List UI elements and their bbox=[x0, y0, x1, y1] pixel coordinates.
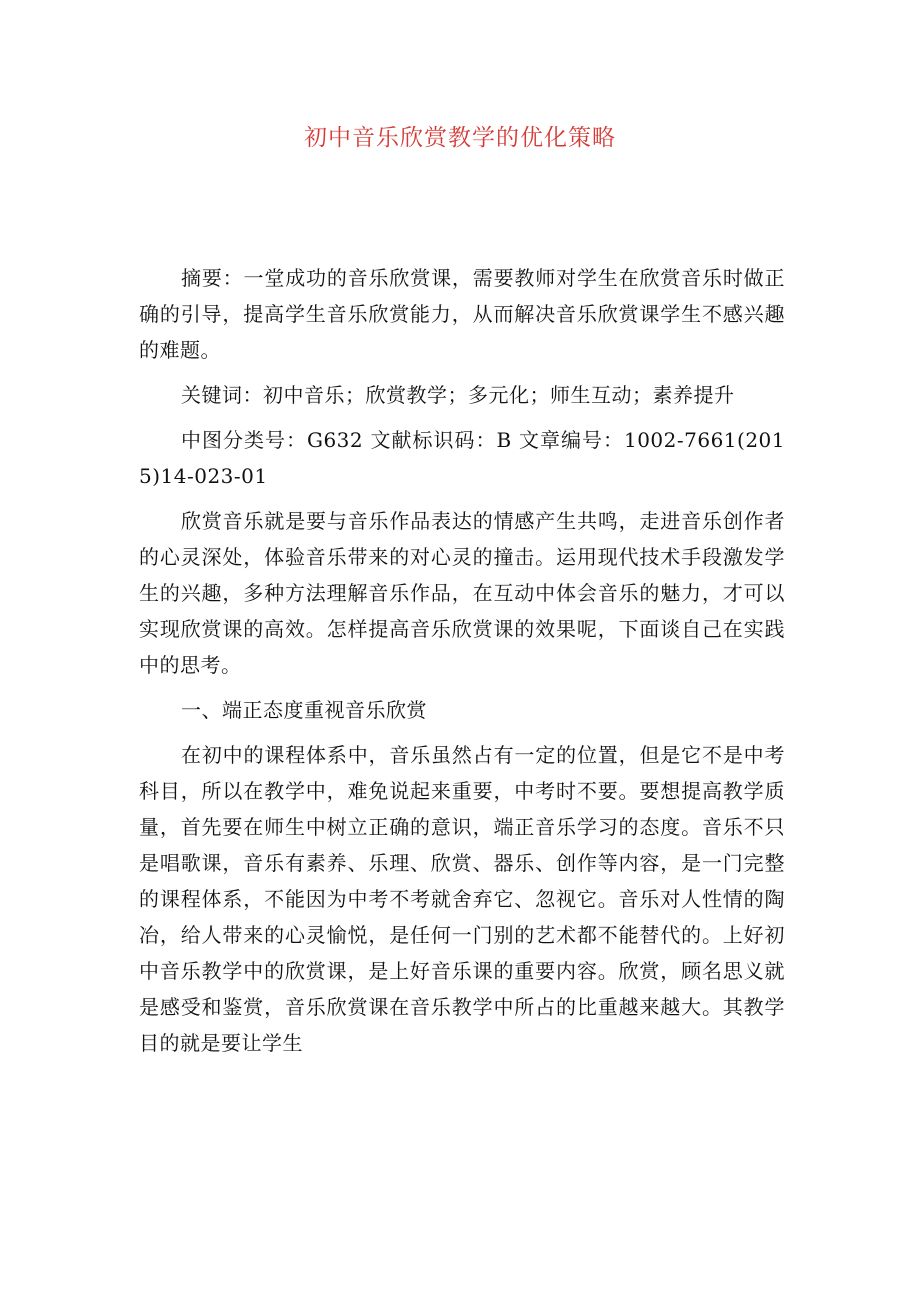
document-title: 初中音乐欣赏教学的优化策略 bbox=[304, 125, 616, 151]
document-body bbox=[139, 260, 785, 1070]
section-body-paragraph: 在初中的课程体系中，音乐虽然占有一定的位置，但是它不是中考科目，所以在教学中，难免说起来重要，中考时不要。要想提高教学质量，首先要在师生中树立正确的意识，端正音乐学习的态度。音乐不只是唱歌课，音乐有素养、乐理、欣赏、器乐、创作等内容，是一门完整的课程体系，不能因为中考不考就舍弃它、忽视它。音乐对人性情的陶冶，给人带来的心灵愉悦，是任何一门别的艺术都不能替代的。上好初中音乐教学中的欣赏课，是上好音乐课的重要内容。欣赏，顾名思义就是感受和鉴赏，音乐欣赏课在音乐教学中所占的比重越来越大。其教学目的就是要让学生 bbox=[139, 743, 785, 1055]
classification-paragraph: 中图分类号：G632 文献标识码：B 文章编号：1002-7661(2015)14-023-01 bbox=[139, 428, 785, 488]
section-heading: 一、端正态度重视音乐欣赏 bbox=[181, 698, 427, 722]
abstract-paragraph: 摘要：一堂成功的音乐欣赏课，需要教师对学生在欣赏音乐时做正确的引导，提高学生音乐欣赏能力，从而解决音乐欣赏课学生不感兴趣的难题。 bbox=[139, 266, 785, 362]
keywords-paragraph: 关键词：初中音乐；欣赏教学；多元化；师生互动；素养提升 bbox=[181, 383, 735, 407]
intro-paragraph: 欣赏音乐就是要与音乐作品表达的情感产生共鸣，走进音乐创作者的心灵深处，体验音乐带来的对心灵的撞击。运用现代技术手段激发学生的兴趣，多种方法理解音乐作品，在互动中体会音乐的魅力，才可以实现欣赏课的高效。怎样提高音乐欣赏课的效果呢，下面谈自己在实践中的思考。 bbox=[139, 509, 785, 677]
